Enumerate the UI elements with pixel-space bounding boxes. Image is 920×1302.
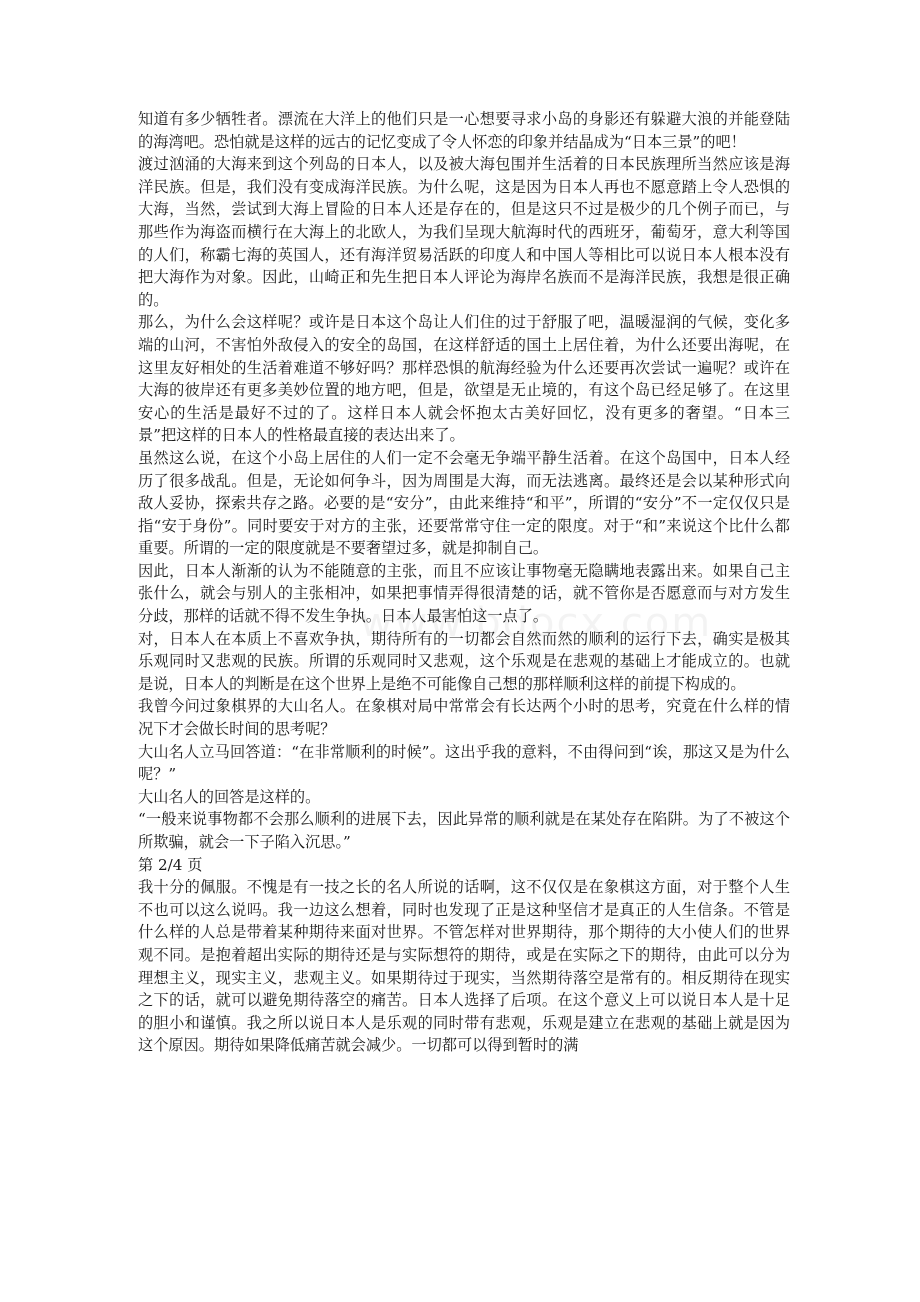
paragraph: 渡过汹涌的大海来到这个列岛的日本人，以及被大海包围并生活着的日本民族理所当然应该是海洋民族。但是，我们没有变成海洋民族。为什么呢，这是因为日本人再也不愿意踏上令人恐惧的大海，当然，尝试到大海上冒险的日本人还是存在的，但是这只不过是极少的几个例子而已，与那些作为海盗而横行在大海上的北欧人，为我们呈现大航海时代的西班牙，葡萄牙，意大利等国的人们，称霸七海的英国人，还有海洋贸易活跃的印度人和中国人等相比可以说日本人根本没有把大海作为对象。因此，山崎正和先生把日本人评论为海岸名族而不是海洋民族，我想是很正确的。 [138, 155, 790, 309]
page-number-marker: 第 2/4 页 [138, 855, 203, 874]
paragraph: 虽然这么说，在这个小岛上居住的人们一定不会毫无争端平静生活着。在这个岛国中，日本人经历了很多战乱。但是，无论如何争斗，因为周围是大海，而无法逃离。最终还是会以某种形式向敌人妥协，探索共存之路。必要的是“安分”，由此来维持“和平”，所谓的“安分”不一定仅仅只是指“安于身份”。同时要安于对方的主张，还要常常守住一定的限度。对于“和”来说这个比什么都重要。所谓的一定的限度就是不要奢望过多，就是抑制自己。 [138, 448, 790, 558]
document-body [138, 108, 790, 1057]
paragraph: “一般来说事物都不会那么顺利的进展下去，因此异常的顺利就是在某处存在陷阱。为了不被这个所欺骗，就会一下子陷入沉思。” [138, 810, 790, 851]
paragraph: 我曾今问过象棋界的大山名人。在象棋对局中常常会有长达两个小时的思考，究竟在什么样的情况下才会做长时间的思考呢？ [138, 697, 790, 739]
paragraph: 因此，日本人渐渐的认为不能随意的主张，而且不应该让事物毫无隐瞒地表露出来。如果自己主张什么，就会与别人的主张相冲，如果把事情弄得很清楚的话，就不管你是否愿意而与对方发生分歧，那样的话就不得不发生争执。日本人最害怕这一点了。 [138, 561, 790, 626]
paragraph: 对，日本人在本质上不喜欢争执，期待所有的一切都会自然而然的顺利的运行下去，确实是极其乐观同时又悲观的民族。所谓的乐观同时又悲观，这个乐观是在悲观的基础上才能成立的。也就是说，日本人的判断是在这个世界上是绝不可能像自己想的那样顺利这样的前提下构成的。 [138, 629, 790, 693]
paragraph: 那么，为什么会这样呢？或许是日本这个岛让人们住的过于舒服了吧，温暖湿润的气候，变化多端的山河，不害怕外敌侵入的安全的岛国，在这样舒适的国土上居住着，为什么还要出海呢，在这里友好相处的生活着难道不够好吗？那样恐惧的航海经验为什么还要再次尝试一遍呢？或许在大海的彼岸还有更多美妙位置的地方吧，但是，欲望是无止境的，有这个岛已经足够了。在这里安心的生活是最好不过的了。这样日本人就会怀抱太古美好回忆，没有更多的奢望。“日本三景”把这样的日本人的性格最直接的表达出来了。 [138, 313, 790, 445]
paragraph: 知道有多少牺牲者。漂流在大洋上的他们只是一心想要寻求小岛的身影还有躲避大浪的并能登陆的海湾吧。恐怕就是这样的远古的记忆变成了令人怀恋的印象并结晶成为“日本三景”的吧！ [138, 110, 790, 151]
paragraph: 大山名人立马回答道：“在非常顺利的时候”。这出乎我的意料，不由得问到“诶，那这又是为什么呢？” [138, 742, 790, 784]
paragraph: 我十分的佩服。不愧是有一技之长的名人所说的话啊，这不仅仅是在象棋这方面，对于整个人生不也可以这么说吗。我一边这么想着，同时也发现了正是这种坚信才是真正的人生信条。不管是什么样的人总是带着某种期待来面对世界。不管怎样对世界期待，那个期待的大小使人们的世界观不同。是抱着超出实际的期待还是与实际想符的期待，或是在实际之下的期待，由此可以分为理想主义，现实主义，悲观主义。如果期待过于现实，当然期待落空是常有的。相反期待在现实之下的话，就可以避免期待落空的痛苦。日本人选择了后项。在这个意义上可以说日本人是十足的胆小和谨慎。我之所以说日本人是乐观的同时带有悲观，乐观是建立在悲观的基础上就是因为这个原因。期待如果降低痛苦就会减少。一切都可以得到暂时的满 [138, 878, 790, 1055]
paragraph: 大山名人的回答是这样的。 [138, 787, 321, 806]
